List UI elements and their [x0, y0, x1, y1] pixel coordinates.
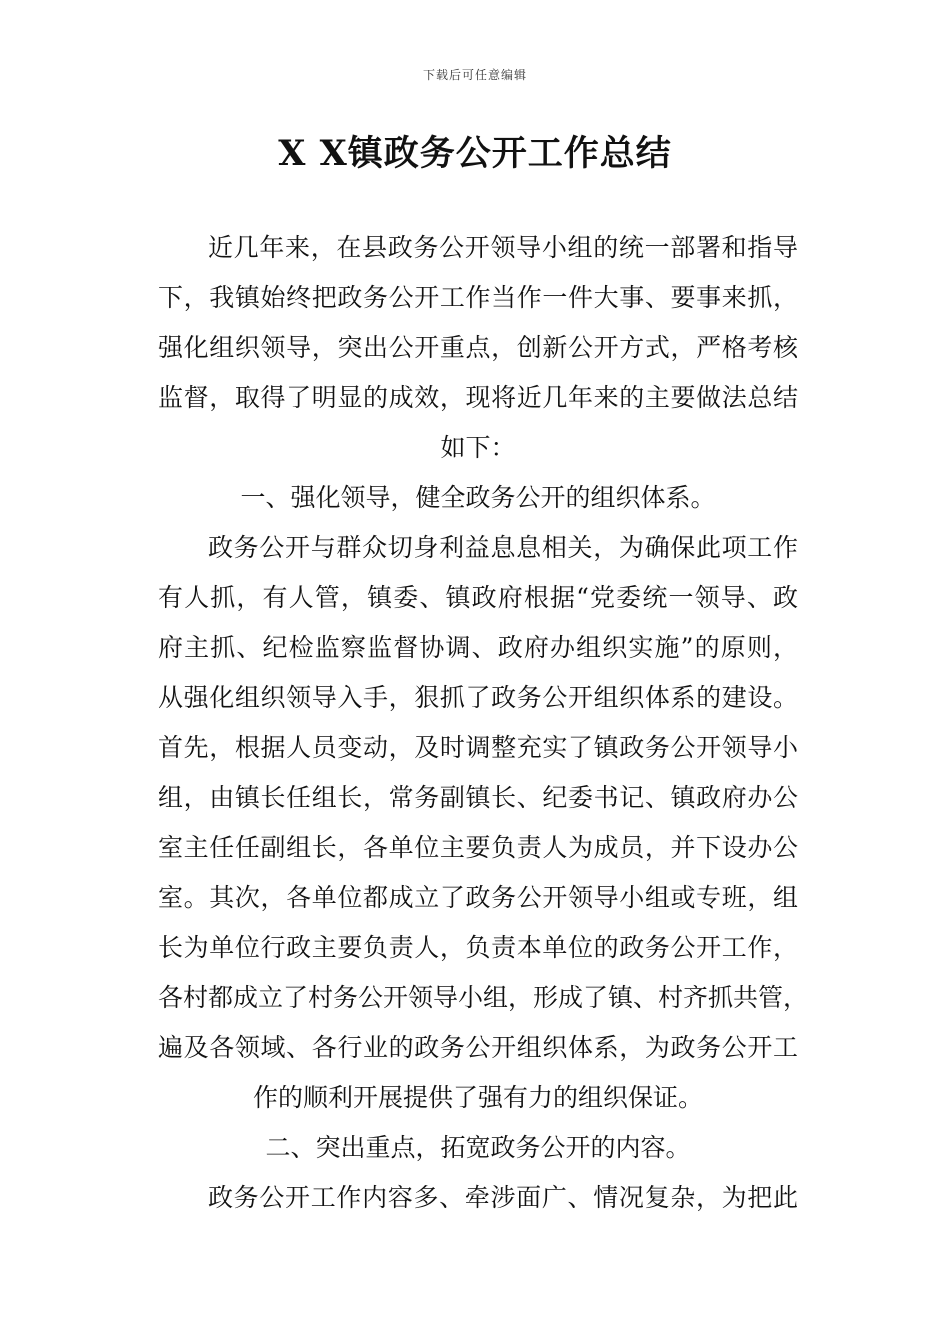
document-title: X X镇政务公开工作总结 — [278, 133, 672, 174]
paragraph-line: 近几年来，在县政务公开领导小组的统一部署和指导 — [208, 233, 798, 262]
paragraph-line: 政务公开工作内容多、牵涉面广、情况复杂，为把此 — [208, 1183, 798, 1212]
paragraph-line: 如下： — [440, 433, 516, 462]
paragraph-line: 室。其次，各单位都成立了政务公开领导小组或专班，组 — [158, 883, 798, 912]
paragraph-line: 首先，根据人员变动，及时调整充实了镇政务公开领导小 — [158, 733, 798, 762]
section-heading: 二、突出重点，拓宽政务公开的内容。 — [265, 1133, 691, 1162]
header-note: 下载后可任意编辑 — [422, 68, 527, 82]
paragraph-line: 遍及各领域、各行业的政务公开组织体系，为政务公开工 — [158, 1033, 798, 1062]
paragraph-line: 有人抓，有人管，镇委、镇政府根据“党委统一领导、政 — [158, 583, 798, 612]
paragraph-line: 府主抓、纪检监察监督协调、政府办组织实施”的原则， — [158, 633, 798, 662]
paragraph-line: 政务公开与群众切身利益息息相关，为确保此项工作 — [208, 533, 798, 562]
paragraph-line: 从强化组织领导入手，狠抓了政务公开组织体系的建设。 — [158, 683, 798, 712]
paragraph-line: 作的顺利开展提供了强有力的组织保证。 — [252, 1083, 703, 1112]
paragraph-line: 室主任任副组长，各单位主要负责人为成员，并下设办公 — [158, 833, 798, 862]
paragraph-line: 强化组织领导，突出公开重点，创新公开方式，严格考核 — [158, 333, 798, 362]
paragraph-line: 下，我镇始终把政务公开工作当作一件大事、要事来抓， — [158, 283, 798, 312]
paragraph-line: 监督，取得了明显的成效，现将近几年来的主要做法总结 — [158, 383, 798, 412]
paragraph-line: 各村都成立了村务公开领导小组，形成了镇、村齐抓共管， — [158, 983, 809, 1012]
section-heading: 一、强化领导，健全政务公开的组织体系。 — [240, 483, 716, 512]
paragraph-line: 组，由镇长任组长，常务副镇长、纪委书记、镇政府办公 — [158, 783, 798, 812]
paragraph-line: 长为单位行政主要负责人，负责本单位的政务公开工作， — [158, 933, 798, 962]
